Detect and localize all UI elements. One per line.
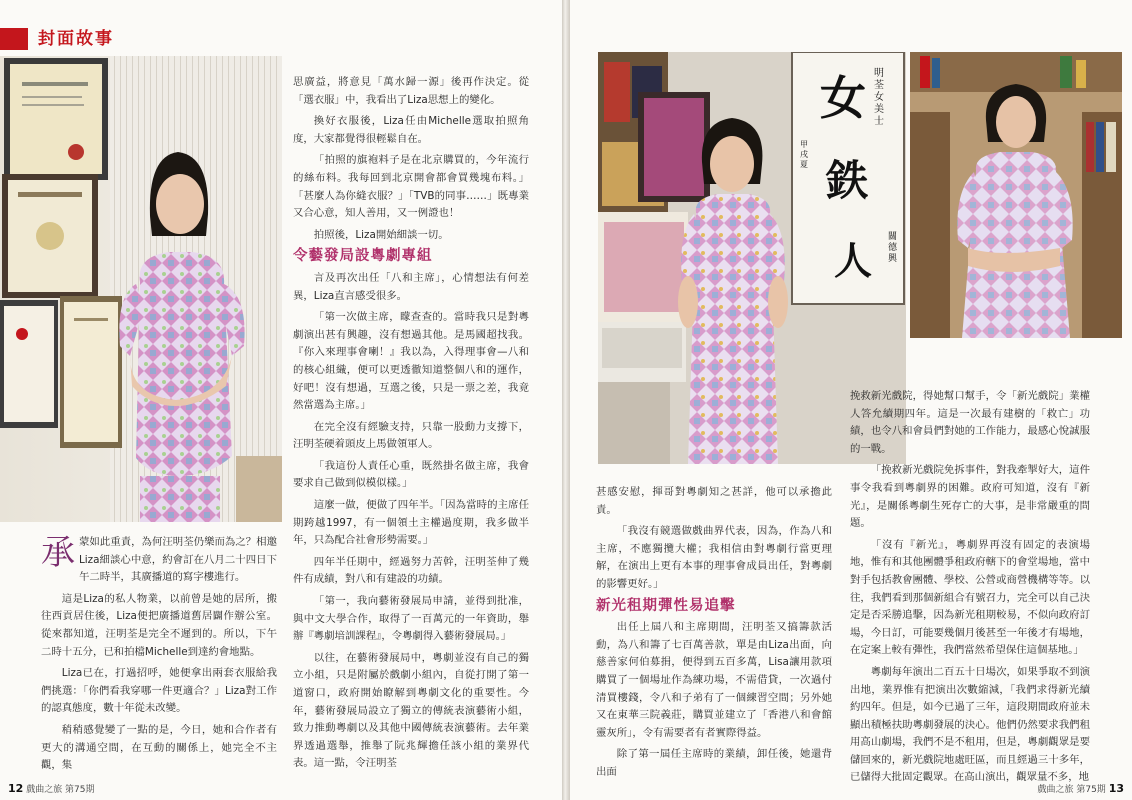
page-gutter bbox=[562, 0, 570, 800]
paragraph: 「挽救新光戲院免拆事件，對我牽掣好大，這件事令我看到粵劇界的困難。政府可知道，沒有『新光』，是關係粵劇生死存亡的大事，是非常嚴重的問題。 bbox=[850, 464, 1090, 530]
paragraph: 「我沒有競選做戲曲界代表，因為，作為八和主席，不應獨攬大權；我相信由對粵劇行當更理解，在演出上更有本事的理事會成員出任，對粵劇的影響更好。」 bbox=[596, 525, 832, 590]
paragraph: 除了第一屆任主席時的業績，卸任後，她還背出面 bbox=[596, 748, 832, 778]
paragraph: 思廣益，將意見「萬水歸一源」後再作決定。從「選衣服」中，我看出了Liza思想上的變化。 bbox=[293, 76, 529, 106]
page-folio-right bbox=[1037, 782, 1124, 795]
page-folio-left bbox=[8, 782, 95, 795]
magazine-issue: 戲曲之旅 第75期 bbox=[1037, 785, 1106, 795]
left-column-2 bbox=[293, 74, 529, 777]
paragraph: 以往，在藝術發展局中，粵劇並沒有自己的獨立小組，只是附屬於戲劇小組內，自從打開了第一道窗口，政府開始瞭解到粵劇文化的重要性。今年，藝術發展局設立了獨立的傳統表演藝術小組，致力推動粵劇以及其他中國傳統表演藝術。去年業界透過選舉，推舉了阮兆輝擔任該小組的業界代表。這一點，令汪明荃 bbox=[293, 651, 529, 770]
section-marker bbox=[0, 28, 28, 50]
paragraph: Liza已在，打過招呼，她便拿出兩套衣服給我們挑選：「你們看我穿哪一件更適合？」Liza對工作的認真態度，數十年從未改變。 bbox=[41, 667, 277, 715]
paragraph: 「拍照的旗袍料子是在北京購買的，今年流行的絲布料。我每回到北京開會都會買幾塊布料。」「甚麼人為你縫衣服？」「TVB的同事……」既專業又合心意，知人善用，又一例證也！ bbox=[293, 154, 529, 220]
paragraph: 換好衣服後，Liza任由Michelle選取拍照角度，大家都覺得很輕鬆自在。 bbox=[293, 115, 529, 145]
bookshelf-photo-illustration bbox=[910, 52, 1122, 338]
calligraphy-large-3: 人 bbox=[834, 238, 873, 283]
paragraph: 「第一，我向藝術發展局申請，並得到批准，與中文大學合作，取得了一百萬元的一年資助，舉辦『粵劇培訓課程』，令粵劇得入藝術發展局。」 bbox=[293, 595, 529, 643]
cover-story-photo-bookshelf bbox=[910, 52, 1122, 338]
paragraph: 出任上屆八和主席期間，汪明荃又搞籌款活動，為八和籌了七百萬善款，單是由Liza出面，向慈善家何伯募捐，便得到五百多萬，Lisa讓用款項購買了一個場址作為練功場，不需借貸，一次過付清買樓錢，令八和子弟有了一個練習空間；另外她又在東華三院義莊，購買並建立了「香港八和會館靈灰所」，令有需要者有者實際得益。 bbox=[596, 621, 832, 739]
paragraph: 言及再次出任「八和主席」，心情想法有何差異，Liza直言感受很多。 bbox=[293, 271, 529, 302]
page-number: 13 bbox=[1108, 782, 1124, 795]
right-column-2 bbox=[850, 388, 1090, 791]
paragraph: 「我這份人責任心重，既然掛名做主席，我會要求自己做到似模似樣。」 bbox=[293, 459, 529, 490]
calligraphy-large-1: 女 bbox=[820, 71, 866, 125]
office-photo-illustration bbox=[0, 56, 282, 522]
calligraphy-side-3: 關德興 bbox=[888, 232, 898, 264]
left-column-1 bbox=[41, 534, 277, 779]
calligraphy-side-1: 明荃女美士 bbox=[874, 68, 884, 127]
section-title: 封面故事 bbox=[38, 29, 114, 49]
paragraph: 這麼一做，便做了四年半。「因為當時的主席任期跨越1997，有一個領土主權過度期，我多做半年，只為配合社會形勢需要。」 bbox=[293, 499, 529, 547]
magazine-issue: 戲曲之旅 第75期 bbox=[26, 785, 95, 795]
paragraph: 承蒙如此重責，為何汪明荃仍樂而為之？相邀Liza細談心中意，約會訂在八月二十四日下午二時半，其廣播道的寫字樓進行。 bbox=[41, 533, 277, 584]
paragraph: 粵劇每年演出二百五十日場次，如果爭取不到演出地，業界惟有把演出次數縮減，「我們求得新光續約四年。但是，如今已過了三年，這段期間政府並未顯出積極扶助粵劇發展的決心。他們仍然要求我們租用高山劇場，我們不是不租用，但是，粵劇觀眾是要儲回來的，新光戲院地處旺區，而且經過三十多年，已儲得大批固定觀眾。在高山演出，觀眾量不多，地 bbox=[850, 665, 1090, 784]
right-page bbox=[570, 0, 1132, 800]
subheading: 新光租期彈性易追擊 bbox=[596, 597, 736, 614]
paragraph: 「沒有『新光』，粵劇界再沒有固定的表演場地，惟有和其他團體爭租政府轄下的會堂場地，當中對手包括教會團體、學校、公營或商營機構等等。以往，我們看到那個新組合有號召力，完全可以自己決定是否采勝追擊，因為新光租期較易，不似向政府訂場，今日訂，可能要幾個月後甚至一年後才有場地，在定案上較有彈性，我們當然希望保住這個基地。」 bbox=[850, 538, 1090, 657]
paragraph: 在完全沒有經驗支持，只靠一股動力支撐下，汪明荃硬着頭皮上馬做領軍人。 bbox=[293, 420, 529, 451]
dropcap: 承 bbox=[41, 533, 75, 573]
paragraph: 甚感安慰，揮哥對粵劇知之甚詳，他可以承擔此責。 bbox=[596, 486, 832, 516]
paragraph: 挽救新光戲院，得她幫口幫手，令「新光戲院」業權人答允續期四年。這是一次最有建樹的「救亡」功績，也令八和會員們對她的工作能力，最感心悅誠服的一戰。 bbox=[850, 390, 1090, 455]
paragraph: 這是Liza的私人物業，以前曾是她的居所，搬往西貢居住後，Liza便把廣播道舊居闢作辦公室。從來都知道，汪明荃是完全不遲到的。所以，下午二時十五分，已和拍檔Michelle到達約會地點。 bbox=[41, 592, 277, 658]
paragraph: 「第一次做主席，矇查查的。當時我只是對粵劇演出甚有興趣，沒有想過其他。是馬國超找我。『你入來理事會喇！』我以為，入得理事會—八和的核心組織，便可以更透徹知道整個八和的運作，好吧！沒有想過，互選之後，只是一票之差，我竟然當選為主席。」 bbox=[293, 311, 529, 412]
left-page bbox=[0, 0, 562, 800]
subheading: 令藝發局設粵劇專組 bbox=[293, 248, 433, 265]
calligraphy-side-2: 甲戌夏 bbox=[800, 140, 808, 169]
calligraphy-large-2: 鉄 bbox=[826, 156, 869, 205]
cover-story-photo-office bbox=[0, 56, 282, 522]
paragraph: 四年半任期中，經過努力苦幹，汪明荃伸了幾件有成績，對八和有建設的功績。 bbox=[293, 555, 529, 586]
paragraph: 稍稍感覺變了一點的是，今日，她和合作者有更大的溝通空間，在互動的關係上，她完全不主觀，集 bbox=[41, 723, 277, 772]
page-number: 12 bbox=[8, 782, 24, 795]
paragraph: 拍照後，Liza開始細談一切。 bbox=[313, 228, 449, 241]
right-column-1 bbox=[596, 484, 832, 786]
